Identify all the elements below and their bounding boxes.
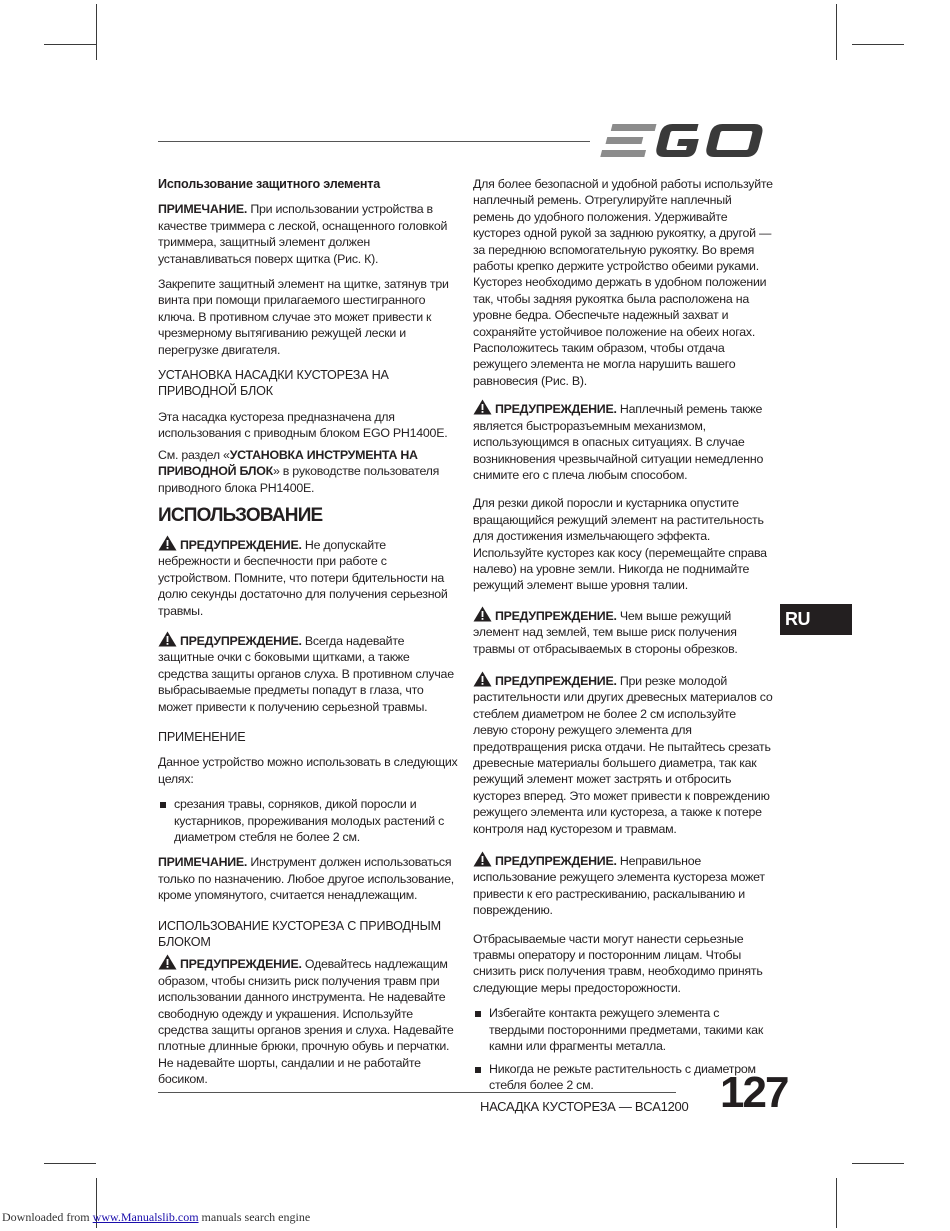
crop-mark — [44, 44, 96, 45]
warning-paragraph: ПРЕДУПРЕЖДЕНИЕ. Неправильное использование режущего элемента кустореза может привести к его растрескиванию, раскалыванию и повреждению. — [473, 851, 773, 919]
note-paragraph: ПРИМЕЧАНИЕ. При использовании устройства в качестве триммера с леской, оснащенного головкой триммера, защитный элемент должен устанавливаться поверх щитка (Рис. К). — [158, 202, 448, 266]
warning-triangle-icon — [158, 631, 177, 647]
warning-triangle-icon — [158, 954, 177, 970]
warning-triangle-icon — [158, 535, 177, 551]
list-item: Избегайте контакта режущего элемента с твердыми посторонними предметами, такими как камни или фрагменты металла. — [473, 1005, 773, 1054]
note-label: ПРИМЕЧАНИЕ. — [158, 855, 248, 870]
ego-logo — [600, 118, 770, 162]
screws-paragraph: Закрепите защитный элемент на щитке, затянув три винта при помощи прилагаемого шестигранного ключа. В противном случае это может привести к чрезмерному вытягиванию режущей лески и перегрузке двигателя. — [158, 277, 449, 357]
footer-rule — [158, 1092, 676, 1093]
warning-triangle-icon — [473, 671, 492, 687]
language-tab: RU — [780, 604, 852, 635]
warning-label: ПРЕДУПРЕЖДЕНИЕ. — [495, 402, 617, 417]
note-paragraph: ПРИМЕЧАНИЕ. Инструмент должен использоваться только по назначению. Любое другое использование, кроме упомянутого, считается ненадлежащим. — [158, 855, 454, 903]
position-paragraph: Расположитесь таким образом, чтобы отдача режущего элемента не могла нарушить вашего равновесия (Рис. В). — [473, 341, 736, 388]
manualslib-link[interactable]: www.Manualslib.com — [92, 1210, 199, 1224]
thrown-parts-paragraph: Отбрасываемые части могут нанести серьезные травмы оператору и посторонним лицам. Чтобы снизить риск получения травм, необходимо принять следующие меры предосторожности. — [473, 931, 763, 995]
section-reference: УСТАНОВКА ИНСТРУМЕНТА НА ПРИВОДНОЙ БЛОК — [158, 447, 418, 479]
shield-heading: Использование защитного элемента — [158, 177, 381, 191]
warning-paragraph: ПРЕДУПРЕЖДЕНИЕ. Всегда надевайте защитные очки с боковыми щитками, а также средства защиты органов слуха. В противном случае выбрасываемые предметы попадут в глаза, что может привести к получению серьезной травмы. — [158, 631, 458, 715]
warning-triangle-icon — [473, 399, 492, 415]
warning-paragraph: ПРЕДУПРЕЖДЕНИЕ. Одевайтесь надлежащим образом, чтобы снизить риск получения травм при использовании данного инструмента. Не надевайте свободную одежду и украшения. Используйте средства защиты органов зрения и слуха. Надевайте плотные длинные брюки, прочную обувь и перчатки. Не надевайте шорты, сандалии и не работайте босиком. — [158, 954, 458, 1087]
usage-heading: ИСПОЛЬЗОВАНИЕ — [158, 504, 323, 526]
download-bar: Downloaded from www.Manualslib.com manuals search engine — [2, 1210, 311, 1224]
warning-label: ПРЕДУПРЕЖДЕНИЕ. — [180, 957, 302, 972]
see-section-paragraph: См. раздел «УСТАНОВКА ИНСТРУМЕНТА НА ПРИВОДНОЙ БЛОК» в руководстве пользователя приводного блока PH1400E. — [158, 447, 440, 495]
footer-title: НАСАДКА КУСТОРЕЗА — BCA1200 — [480, 1099, 689, 1114]
list-item: срезания травы, сорняков, дикой поросли и кустарников, прореживания молодых растений с диаметром стебля не более 2 см. — [158, 796, 458, 845]
bullet-square-icon — [475, 1067, 481, 1073]
page-number: 127 — [720, 1068, 788, 1117]
crop-mark — [836, 4, 837, 60]
warning-label: ПРЕДУПРЕЖДЕНИЕ. — [180, 633, 302, 648]
note-label: ПРИМЕЧАНИЕ. — [158, 202, 248, 217]
warning-label: ПРЕДУПРЕЖДЕНИЕ. — [495, 673, 617, 688]
list-item: Никогда не режьте растительность с диаметром стебля более 2 см. — [473, 1061, 773, 1094]
install-heading: УСТАНОВКА НАСАДКИ КУСТОРЕЗА НА ПРИВОДНОЙ БЛОК — [158, 368, 389, 399]
warning-label: ПРЕДУПРЕЖДЕНИЕ. — [495, 608, 617, 623]
application-list — [158, 796, 458, 845]
right-column — [473, 176, 773, 1102]
crop-mark — [852, 1163, 904, 1164]
crop-mark — [44, 1163, 96, 1164]
warning-label: ПРЕДУПРЕЖДЕНИЕ. — [495, 854, 617, 869]
warning-paragraph: ПРЕДУПРЕЖДЕНИЕ. Чем выше режущий элемент над землей, тем выше риск получения травмы от отбрасываемых в стороны обрезков. — [473, 606, 773, 657]
warning-triangle-icon — [473, 606, 492, 622]
header-rule — [158, 141, 590, 142]
install-paragraph: Эта насадка кустореза предназначена для использования с приводным блоком EGO PH1400E. — [158, 409, 448, 441]
left-column — [158, 176, 458, 1097]
bullet-square-icon — [160, 802, 166, 808]
strap-paragraph: Для более безопасной и удобной работы используйте наплечный ремень. Отрегулируйте наплечный ремень до удобного положения. Удерживайте кусторез одной рукой за заднюю рукоятку, а другой — за переднюю вспомогательную рукоятку. Во время работы крепко держите устройство обеими руками. Кусторез необходимо держать в удобном положении так, чтобы задняя рукоятка была расположена на уровне бедра. Обеспечьте надежный захват и сохраняйте устойчивое положение на обеих ногах. — [473, 177, 773, 339]
warning-triangle-icon — [473, 851, 492, 867]
warning-paragraph: ПРЕДУПРЕЖДЕНИЕ. При резке молодой растительности или других древесных материалов со стеблем диаметром не более 2 см используйте левую сторону режущего элемента для предотвращения риска отдачи. Не пытайтесь срезать древесные материалы большего диаметра, так как режущий элемент может застрять и отбросить кусторез вперед. Это может привести к повреждению режущего элемента или кустореза, а также к потере контроля над кусторезом и травмам. — [473, 671, 773, 837]
application-paragraph: Данное устройство можно использовать в следующих целях: — [158, 755, 458, 786]
bullet-square-icon — [475, 1011, 481, 1017]
crop-mark — [852, 44, 904, 45]
warning-label: ПРЕДУПРЕЖДЕНИЕ. — [180, 537, 302, 552]
cutting-paragraph: Для резки дикой поросли и кустарника опустите вращающийся режущий элемент на растительность для достижения измельчающего эффекта. Используйте кусторез как косу (перемещайте справа налево) на уровне земли. Никогда не поднимайте режущий элемент выше уровня талии. — [473, 496, 767, 593]
crop-mark — [96, 4, 97, 60]
trimmer-heading: ИСПОЛЬЗОВАНИЕ КУСТОРЕЗА С ПРИВОДНЫМ БЛОКОМ — [158, 918, 441, 950]
crop-mark — [836, 1178, 837, 1228]
application-heading: ПРИМЕНЕНИЕ — [158, 729, 246, 744]
warning-paragraph: ПРЕДУПРЕЖДЕНИЕ. Не допускайте небрежности и беспечности при работе с устройством. Помните, что потери бдительности на долю секунды достаточно для получения серьезной травмы. — [158, 535, 458, 619]
warning-paragraph: ПРЕДУПРЕЖДЕНИЕ. Наплечный ремень также является быстроразъемным механизмом, использующимся в опасных ситуациях. В случае возникновения чрезвычайной ситуации немедленно снимите его с плеча любым способом. — [473, 399, 773, 483]
